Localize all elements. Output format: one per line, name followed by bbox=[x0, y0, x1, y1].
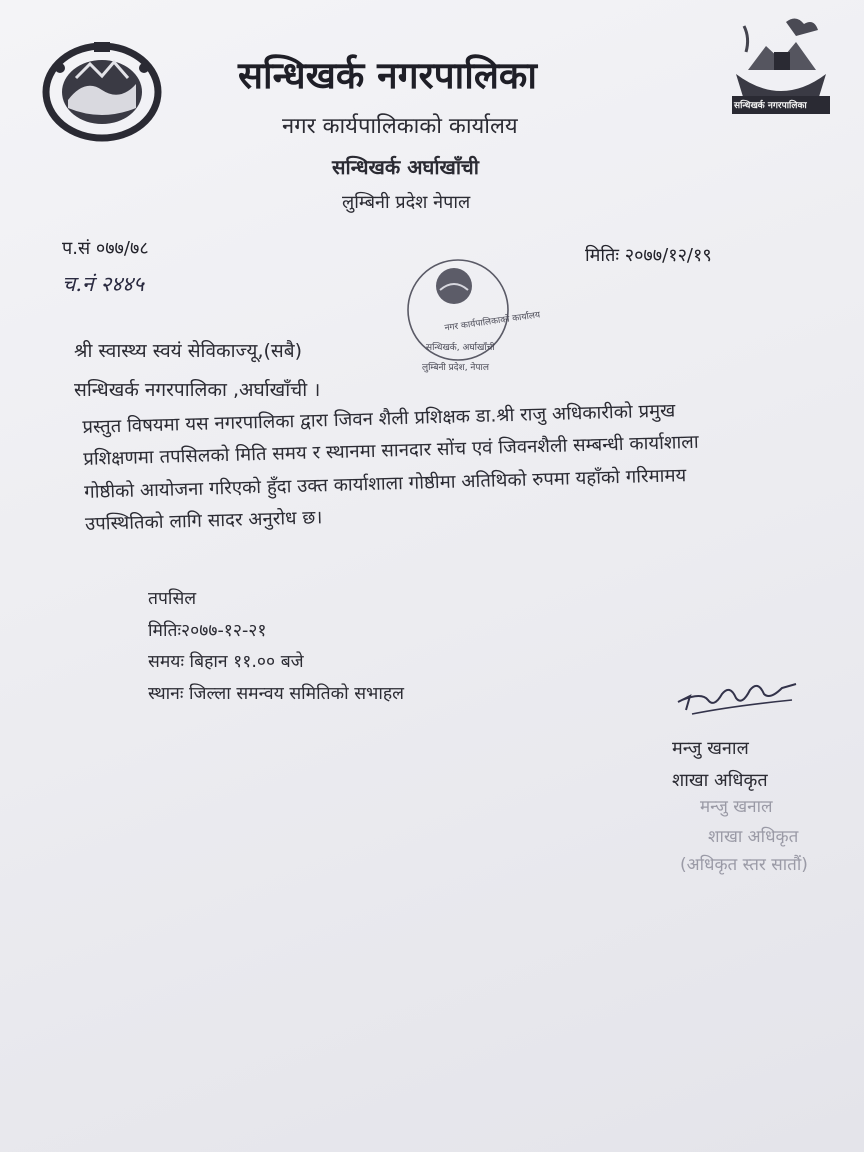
event-venue: स्थानः जिल्ला समन्वय समितिको सभाहल bbox=[148, 683, 405, 704]
body-line: प्रस्तुत विषयमा यस नगरपालिका द्वारा जिवन शैली प्रशिक्षक डा.श्री राजु अधिकारीको प्रमुख bbox=[82, 400, 676, 438]
seal-line-2: सन्धिखर्क, अर्घाखाँची bbox=[426, 343, 495, 353]
letter-body bbox=[82, 392, 815, 542]
event-details bbox=[148, 584, 404, 710]
body-line: गोष्ठीको आयोजना गरिएको हुँदा उक्त कार्याशाला गोष्ठीमा अतिथिको रुपमा यहाँको गरिमामय bbox=[83, 464, 687, 503]
seal-line-3: लुम्बिनी प्रदेश, नेपाल bbox=[422, 363, 489, 373]
stamp-rank: (अधिकृत स्तर सातौं) bbox=[680, 855, 808, 875]
recipient-line-2: सन्धिखर्क नगरपालिका ,अर्घाखाँची । bbox=[74, 379, 321, 401]
stamp-name: मन्जु खनाल bbox=[700, 797, 773, 817]
stamp-designation: शाखा अधिकृत bbox=[708, 827, 799, 847]
office-address: सन्धिखर्क अर्घाखाँची bbox=[332, 155, 479, 179]
municipality-emblem-icon bbox=[40, 38, 164, 142]
letter-number: प.सं ०७७/७८ bbox=[62, 238, 149, 259]
office-name: नगर कार्यपालिकाको कार्यालय bbox=[282, 114, 518, 139]
signatory-designation: शाखा अधिकृत bbox=[672, 770, 768, 791]
recipient-line-1: श्री स्वास्थ्य स्वयं सेविकाज्यू,(सबै) bbox=[74, 340, 302, 362]
body-line: प्रशिक्षणमा तपसिलको मिति समय र स्थानमा सानदार सोंच एवं जिवनशैली सम्बन्धी कार्याशाला bbox=[83, 432, 699, 471]
details-heading: तपसिल bbox=[148, 589, 197, 609]
letter-date: मितिः २०७७/१२/१९ bbox=[585, 245, 712, 266]
seal-line-1: नगर कार्यपालिकाको कार्यालय bbox=[443, 310, 541, 334]
body-line: उपस्थितिको लागि सादर अनुरोध छ। bbox=[84, 507, 323, 536]
municipality-title: सन्धिखर्क नगरपालिका bbox=[238, 54, 537, 97]
office-seal-icon bbox=[402, 252, 514, 372]
event-time: समयः बिहान ११.०० बजे bbox=[148, 652, 304, 672]
dispatch-number: च.नं २४४५ bbox=[62, 272, 145, 296]
city-logo-label: सन्धिखर्क नगरपालिका bbox=[734, 101, 807, 111]
handwritten-signature-icon bbox=[672, 670, 802, 720]
event-date: मितिः२०७७-१२-२१ bbox=[148, 620, 267, 641]
province-name: लुम्बिनी प्रदेश नेपाल bbox=[342, 192, 471, 213]
signatory-name: मन्जु खनाल bbox=[672, 738, 749, 759]
